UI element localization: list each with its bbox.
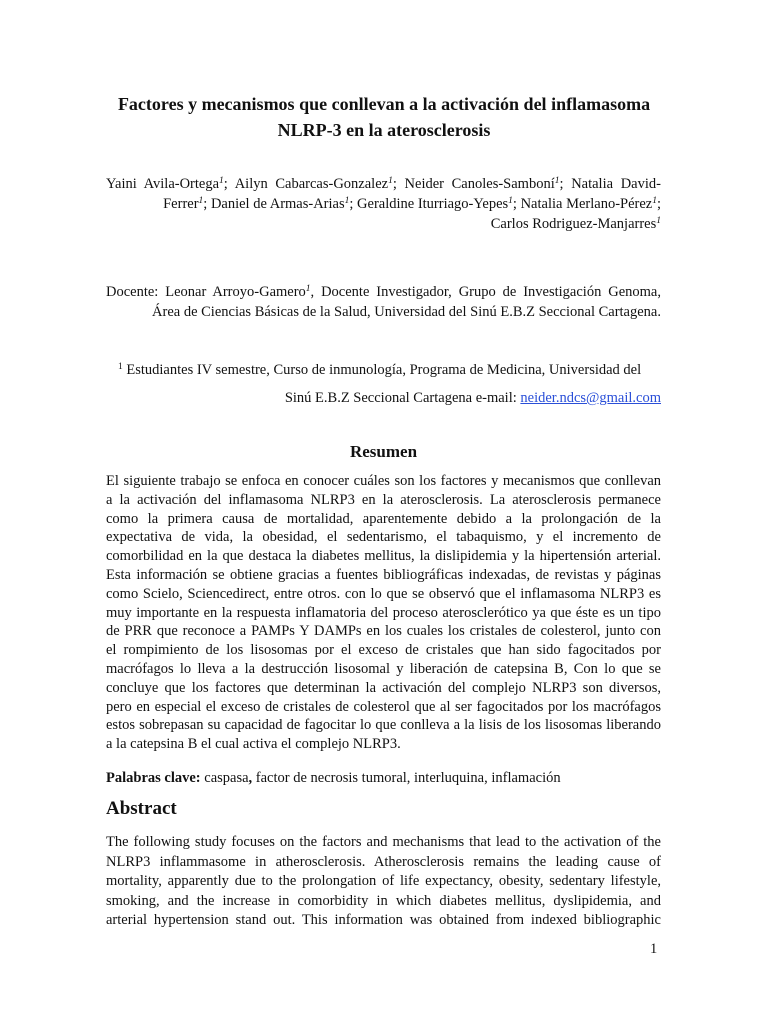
author-affil-mark: 1 [554, 176, 560, 186]
affiliation-mark: 1 [118, 362, 123, 372]
title-line-2: NLRP-3 en la aterosclerosis [277, 120, 491, 140]
resumen-line: comorbilidad en la que destaca la diabetes mellitus, la dislipidemia y la hipertensión arterial. [106, 548, 661, 565]
resumen-line: El siguiente trabajo se enfoca en conocer cuáles son los factores y mecanismos que conllevan [106, 473, 661, 489]
author-separator: ; [512, 196, 521, 212]
resumen-line: el rompimiento de los lisosomas por el exceso de cristales que han sido fagocitados por [106, 642, 661, 659]
author-affil-mark: 1 [508, 196, 513, 206]
keywords-rest: factor de necrosis tumoral, interluquina, inflamación [252, 770, 561, 786]
author-affil-mark: 1 [656, 216, 661, 226]
author-name: Daniel de Armas-Arias [210, 196, 345, 212]
resumen-line: muy importante en la respuesta inflamatoria del proceso aterosclerótico ya que éste es un tipo [106, 604, 661, 621]
docente-line-2: Área de Ciencias Básicas de la Salud, Universidad del Sinú E.B.Z Seccional Cartagena. [152, 304, 661, 320]
abstract-line: The following study focuses on the factors and mechanisms that lead to the activation of the [106, 834, 661, 850]
abstract-line: arterial hypertension stand out. This information was obtained from indexed bibliographic [106, 912, 661, 929]
abstract-line: smoking, and the increase in comorbidity in which diabetes mellitus, dyslipidemia, and [106, 892, 661, 909]
affiliation-text: Estudiantes IV semestre, Curso de inmunología, Programa de Medicina, Universidad del [122, 362, 642, 378]
keywords [106, 769, 661, 787]
resumen-line: pero en especial el exceso de cristales de colesterol que al ser fagocitados por los macrófagos [106, 698, 661, 715]
author-name: Ailyn Cabarcas-Gonzalez [234, 176, 389, 192]
abstract-line: NLRP3 inflammasome in atherosclerosis. Atherosclerosis remains the leading cause of [106, 853, 661, 870]
author-name: Neider Canoles-Samboní [404, 176, 555, 192]
affiliation-line-2 [106, 384, 661, 412]
author-affil-mark: 1 [652, 196, 657, 206]
abstract-heading: Abstract [106, 798, 177, 819]
resumen-line-last: a la catepsina B el cual activa el complejo NLRP3. [106, 736, 401, 753]
author-name: Natalia Merlano-Pérez [520, 196, 653, 212]
docente-affil-mark: 1 [305, 284, 311, 294]
author-separator: ; [656, 196, 661, 212]
author-separator: ; [223, 176, 235, 192]
author-name: Natalia David- [571, 176, 661, 192]
affiliation-note [106, 356, 661, 412]
resumen-line: macrófagos lo lleva a la destrucción lisosomal y liberación de catepsina B, Con lo que se [106, 660, 661, 677]
keywords-label: Palabras clave: [106, 770, 201, 786]
resumen-line: Esta información se obtiene gracias a fuentes bibliográficas indexadas, de revistas y páginas [106, 566, 661, 583]
docente-role: , Docente Investigador, Grupo de Investigación Genoma, [310, 284, 661, 300]
page-number: 1 [650, 941, 658, 957]
author-name: Yaini Avila-Ortega [106, 176, 220, 192]
docente-name: Docente: Leonar Arroyo-Gamero [106, 284, 306, 300]
author-line-3 [106, 214, 661, 234]
docente-info [106, 282, 661, 322]
resumen-line: como Scielo, Sciencedirect, entre otros. con lo que se observó que el inflamasoma NLRP3 es [106, 585, 661, 602]
resumen-line: como la primera causa de mortalidad, aparentemente debido a la prolongación de la [106, 510, 661, 527]
email-link[interactable]: neider.ndcs@gmail.com [520, 390, 661, 406]
abstract-line: mortality, apparently due to the prolongation of life expectancy, obesity, sedentary lifestyle, [106, 873, 661, 890]
author-name: Carlos Rodriguez-Manjarres [490, 216, 657, 232]
abstract-paragraph [106, 833, 661, 931]
author-separator: ; [392, 176, 405, 192]
author-affil-mark: 1 [219, 176, 224, 186]
author-separator: ; [349, 196, 358, 212]
author-name: Geraldine Iturriago-Yepes [357, 196, 509, 212]
affiliation-institution: Sinú E.B.Z Seccional Cartagena e-mail: [284, 390, 521, 406]
resumen-line: de PRR que reconoce a PAMPs Y DAMPs en los cuales los cristales de colesterol, junto con [106, 623, 661, 640]
resumen-line: concluye que los factores que determinan la activación del complejo NLRP3 son diversos, [106, 679, 661, 696]
resumen-line: expectativa de vida, la obesidad, el sedentarismo, el tabaquismo, y el incremento de [106, 529, 661, 546]
author-affil-mark: 1 [388, 176, 393, 186]
resumen-paragraph [106, 472, 661, 754]
resumen-line: a la activación del inflamasoma NLRP3 en la aterosclerosis. La aterosclerosis permanece [106, 491, 661, 508]
resumen-line: estos sobrepasan su capacidad de fagocitar lo que conlleva a la lisis de los lisosomas liberando [106, 717, 661, 734]
keyword-first: caspasa [200, 770, 249, 786]
author-separator: ; [559, 176, 572, 192]
title-line-1: Factores y mecanismos que conllevan a la activación del inflamasoma [117, 94, 651, 114]
author-affil-mark: 1 [344, 196, 350, 206]
docente-line-1 [106, 282, 661, 302]
paper-title [100, 91, 668, 143]
author-line-1 [106, 174, 661, 194]
keyword-comma: , [248, 770, 253, 786]
author-line-2 [106, 194, 661, 214]
author-separator: ; [203, 196, 211, 212]
affiliation-line-1 [106, 356, 661, 384]
author-affil-mark: 1 [198, 196, 204, 206]
author-name: Ferrer [163, 196, 199, 212]
resumen-heading: Resumen [349, 442, 418, 461]
author-list [106, 174, 661, 234]
